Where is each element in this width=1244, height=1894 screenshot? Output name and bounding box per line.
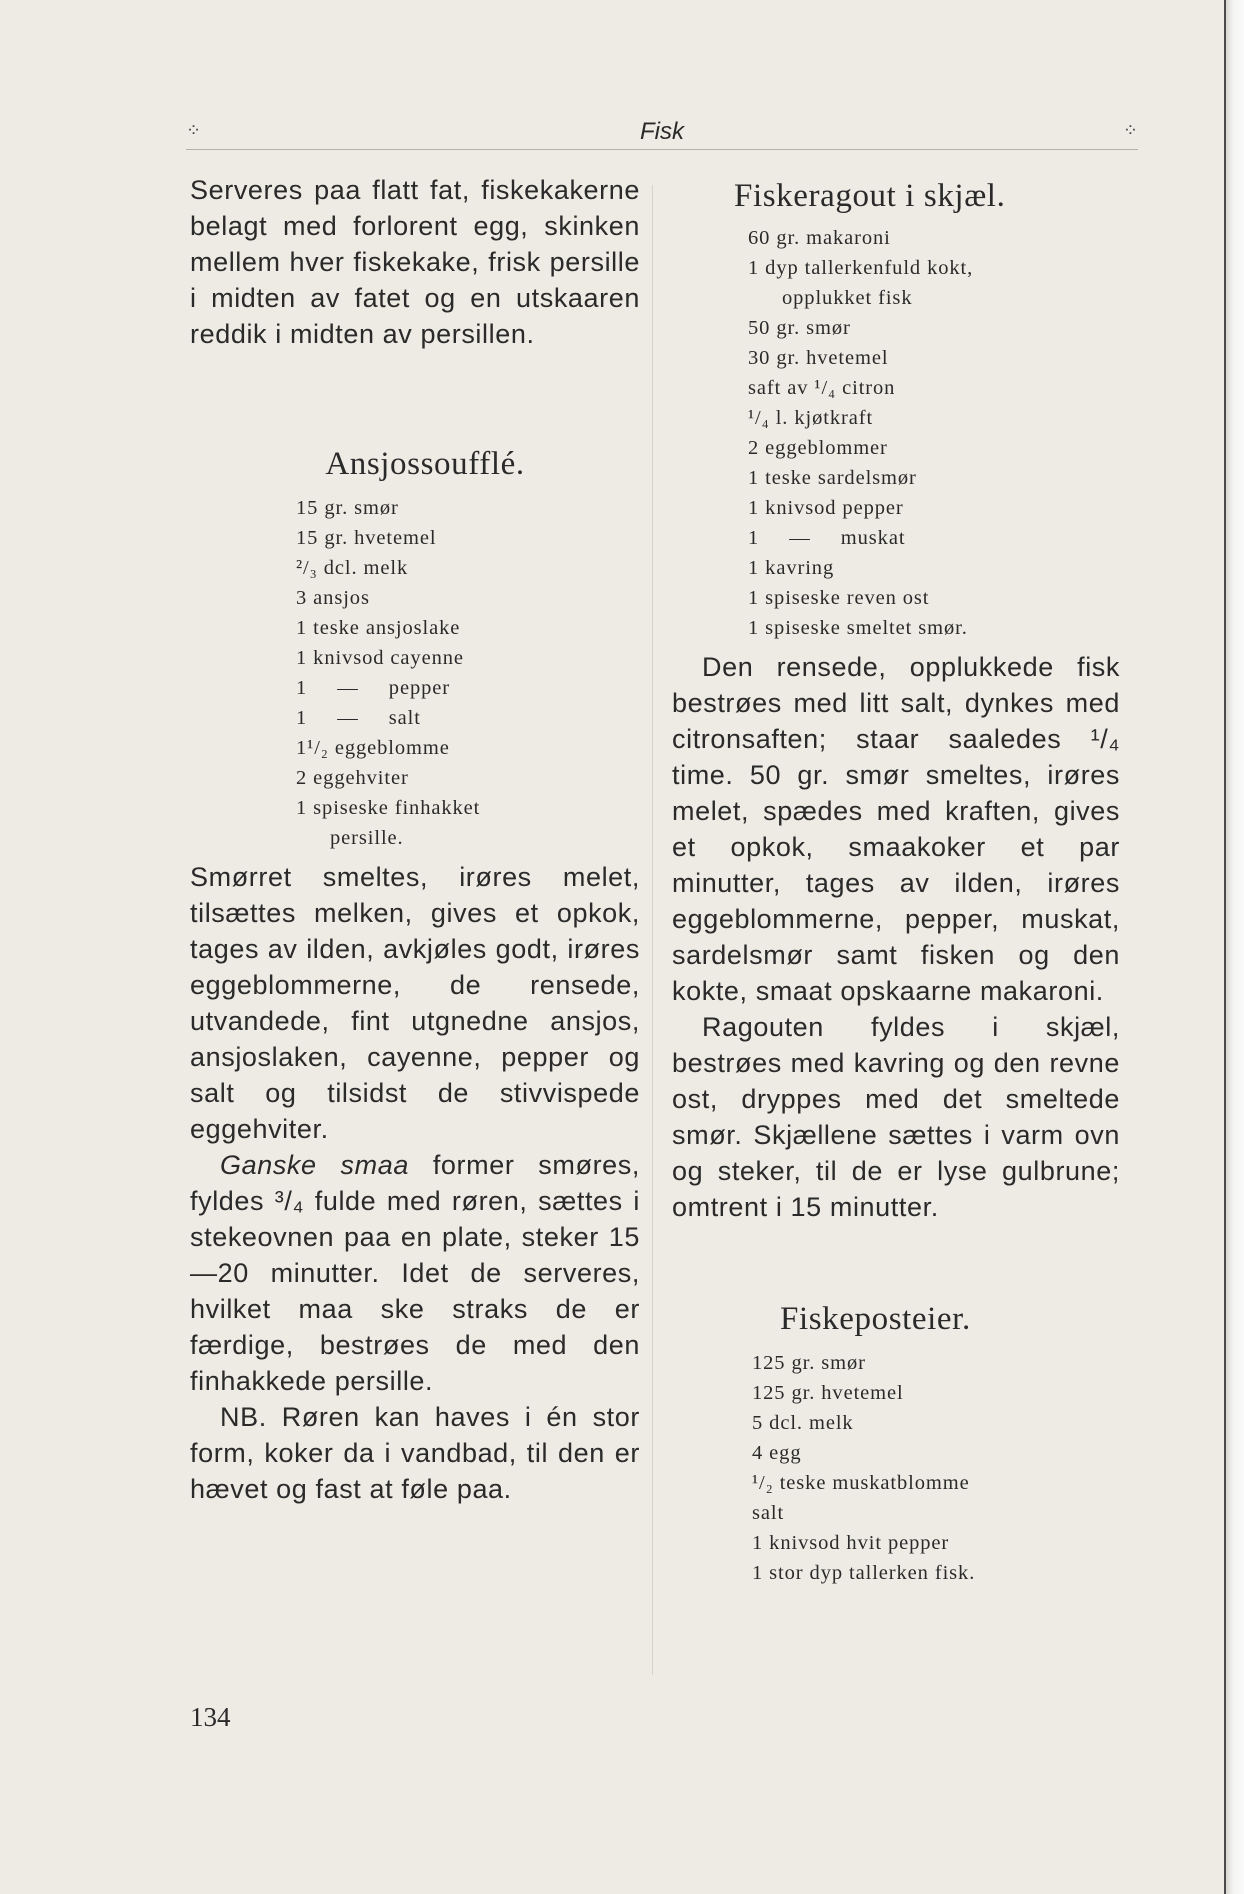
fiskeragout-method-1: Den rensede, opplukkede fisk bestrøes med litt salt, dynkes med citronsaften; staar saaledes ¹/₄ time. 50 gr. smør smeltes, irøres melet, spædes med kraften, gives et opkok, smaakoker et par minutter, tages av ilden, irøres eggeblommerne, pepper, muskat, sardelsmør samt fisken og den kokte, smaat opskaarne makaroni. [672, 652, 1120, 1006]
ingredient-item: 1 dyp tallerkenfuld kokt, [748, 257, 974, 279]
ingredient-list-ansjossouffle [296, 493, 640, 853]
ingredient-list-fiskeragout [748, 223, 1120, 643]
ingredient-item: opplukket fisk [782, 287, 913, 309]
ingredient-item: 3 ansjos [296, 587, 370, 609]
ingredient-item: 1 stor dyp tallerken fisk. [752, 1562, 976, 1584]
ingredient-item: saft av ¹/₄ citron [748, 377, 896, 399]
ingredient-item: persille. [330, 827, 404, 849]
nb-paragraph: NB. Røren kan haves i én stor form, koker da i vandbad, til den er hævet og fast at føle paa. [190, 1402, 640, 1504]
ingredient-item: 1 knivsod pepper [748, 497, 904, 519]
recipe-title-ansjossouffle: Ansjossoufflé. [325, 446, 525, 482]
running-header [186, 114, 1138, 154]
ingredient-item: 60 gr. makaroni [748, 227, 891, 249]
ingredient-item: 1 knivsod cayenne [296, 647, 464, 669]
page-number: 134 [190, 1702, 231, 1732]
ingredient-item: 1 knivsod hvit pepper [752, 1532, 950, 1554]
ingredient-item: 1 teske ansjoslake [296, 617, 461, 639]
column-divider [652, 185, 653, 1675]
ingredient-item: 5 dcl. melk [752, 1412, 854, 1434]
ingredient-item: 1 teske sardelsmør [748, 467, 917, 489]
ingredient-item: salt [752, 1502, 785, 1524]
intro-paragraph: Serveres paa flatt fat, fiskekakerne belagt med forlorent egg, skinken mellem hver fiskekake, frisk persille i midten av fatet og en utskaaren reddik i midten av persillen. [190, 175, 640, 349]
ingredient-item: 2 eggehviter [296, 767, 409, 789]
note-italic: Ganske smaa [220, 1150, 409, 1180]
ingredient-item: 50 gr. smør [748, 317, 851, 339]
ingredient-item: 1 spiseske reven ost [748, 587, 930, 609]
left-column [190, 172, 640, 1507]
ingredient-item: 1 kavring [748, 557, 835, 579]
recipe-title-fiskeposteier: Fiskeposteier. [780, 1301, 971, 1337]
note-rest: former smøres, fyldes ³/₄ fulde med røren, sættes i stekeovnen paa en plate, steker 15—20 minutter. Idet de serveres, hvilket maa ske straks de er færdige, bestrøes de med den finhakkede persille. [190, 1150, 640, 1396]
ingredient-item: 4 egg [752, 1442, 802, 1464]
ingredient-item: 30 gr. hvetemel [748, 347, 889, 369]
ingredient-item: 1 spiseske smeltet smør. [748, 617, 968, 639]
ornament-right-icon: ⁘ [1122, 120, 1138, 141]
ingredient-item: 2 eggeblommer [748, 437, 888, 459]
ingredient-list-fiskeposteier [752, 1348, 1120, 1588]
right-column [672, 172, 1120, 1588]
method-paragraph: Smørret smeltes, irøres melet, tilsættes melken, gives et opkok, tages av ilden, avkjøles godt, irøres eggeblommerne, de rensede, utvandede, fint utgnedne ansjos, ansjoslaken, cayenne, pepper og salt og tilsidst de stivvispede eggehviter. [190, 862, 640, 1144]
ingredient-item: 1 — muskat [748, 527, 906, 549]
header-rule [186, 149, 1138, 150]
ornament-left-icon: ⁘ [186, 120, 202, 141]
ingredient-item: 15 gr. hvetemel [296, 527, 437, 549]
ingredient-item: ¹/₂ teske muskatblomme [752, 1472, 970, 1494]
ingredient-item: 1 — pepper [296, 677, 450, 699]
fiskeragout-method-2: Ragouten fyldes i skjæl, bestrøes med kavring og den revne ost, dryppes med det smeltede smør. Skjællene sættes i varm ovn og steker, til de er lyse gulbrune; omtrent i 15 minutter. [672, 1012, 1120, 1222]
note-paragraph [190, 1147, 640, 1399]
ingredient-item: 125 gr. smør [752, 1352, 866, 1374]
recipe-title-fiskeragout: Fiskeragout i skjæl. [734, 178, 1006, 214]
ingredient-item: 125 gr. hvetemel [752, 1382, 904, 1404]
ingredient-item: 15 gr. smør [296, 497, 399, 519]
running-head-title: Fisk [640, 118, 684, 145]
ingredient-item: 1 — salt [296, 707, 421, 729]
ingredient-item: 1¹/₂ eggeblomme [296, 737, 450, 759]
ingredient-item: ¹/₄ l. kjøtkraft [748, 407, 874, 429]
ingredient-item: ²/₃ dcl. melk [296, 557, 409, 579]
ingredient-item: 1 spiseske finhakket [296, 797, 481, 819]
page-edge [1224, 0, 1244, 1894]
